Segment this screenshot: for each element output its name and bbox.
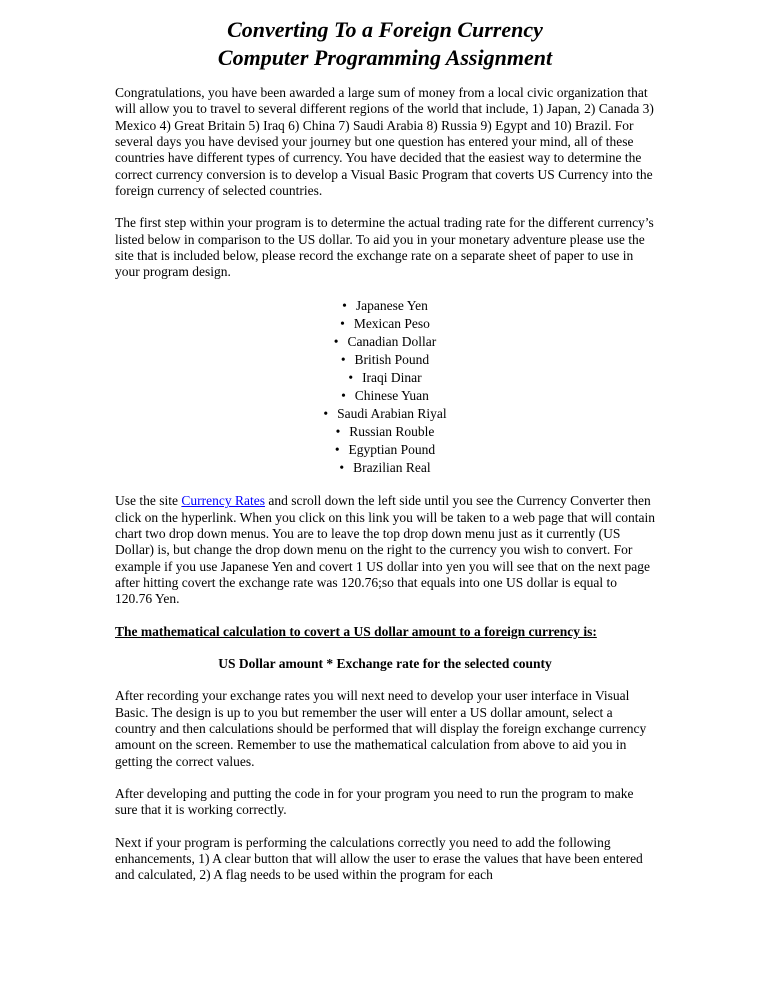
list-item bbox=[115, 387, 655, 405]
list-item bbox=[115, 423, 655, 441]
bullet-icon: • bbox=[339, 460, 345, 476]
bullet-icon: • bbox=[334, 442, 340, 458]
list-item bbox=[115, 333, 655, 351]
bullet-icon: • bbox=[342, 297, 347, 313]
bullet-icon: • bbox=[335, 424, 341, 440]
list-item bbox=[115, 459, 655, 477]
paragraph-interface: After recording your exchange rates you will next need to develop your user interface in Visual Basic. The design is up to you but remember the user will enter a US dollar amount, select a country and then calculations should be performed that will display the foreign exchange currency amount on the screen. Remember to use the mathematical calculation from above to aid you in getting the correct values. bbox=[115, 688, 647, 769]
paragraph-first-step: The first step within your program is to determine the actual trading rate for the different currency’s listed below in comparison to the US dollar. To aid you in your monetary adventure please use the site that is included below, please record the exchange rate on a separate sheet of paper to use in your program design. bbox=[115, 215, 654, 280]
site-text-after: and scroll down the left side until you see the Currency Converter then click on the hyperlink. When you click on this link you will be taken to a web page that will contain chart two drop down menus. You are to leave the top drop down menu just as it currently (US Dollar) is, but change the drop down menu on the right to the currency you wish to convert. For example if you use Japanese Yen and covert 1 US dollar into yen you will see that on the next page after hitting covert the exchange rate was 120.76;so that equals into one US dollar is equal to 120.76 Yen. bbox=[115, 493, 655, 607]
currency-label: Japanese Yen bbox=[355, 297, 428, 313]
document-title bbox=[115, 16, 655, 71]
list-item bbox=[115, 441, 655, 459]
paragraph-enhancements: Next if your program is performing the calculations correctly you need to add the following enhancements, 1) A clear button that will allow the user to erase the values that have been entered and calculated, 2) A flag needs to be used within the program for each bbox=[115, 834, 643, 883]
paragraph-intro: Congratulations, you have been awarded a large sum of money from a local civic organization that will allow you to travel to several different regions of the world that include, 1) Japan, 2) Canada 3) Mexico 4) Great Britain 5) Iraq 6) China 7) Saudi Arabia 8) Russia 9) Egypt and 10) Brazil. For several days you have devised your journey but one question has entered your mind, all of these countries have different types of currency. You have decided that the easiest way to determine the correct currency conversion is to develop a Visual Basic Program that coverts US Currency into the foreign currency of selected countries. bbox=[115, 85, 654, 198]
currency-label: Iraqi Dinar bbox=[362, 369, 422, 385]
list-item bbox=[115, 369, 655, 387]
bullet-icon: • bbox=[323, 406, 329, 422]
site-text-before: Use the site bbox=[115, 493, 182, 509]
currency-label: British Pound bbox=[354, 351, 430, 367]
currency-label: Mexican Peso bbox=[353, 315, 430, 331]
list-item bbox=[115, 297, 655, 315]
list-item bbox=[115, 351, 655, 369]
bullet-icon: • bbox=[348, 369, 354, 385]
bullet-icon: • bbox=[333, 333, 339, 349]
formula-text: US Dollar amount * Exchange rate for the selected county bbox=[218, 656, 552, 672]
document-title-line1: Converting To a Foreign Currency bbox=[227, 17, 543, 42]
currency-label: Brazilian Real bbox=[353, 460, 431, 476]
bullet-icon: • bbox=[340, 315, 345, 331]
currency-label: Saudi Arabian Riyal bbox=[337, 406, 447, 422]
currency-label: Canadian Dollar bbox=[347, 333, 437, 349]
list-item bbox=[115, 405, 655, 423]
currency-bullet-list bbox=[115, 297, 655, 478]
document-title-line2: Computer Programming Assignment bbox=[217, 44, 553, 70]
bullet-icon: • bbox=[341, 388, 346, 403]
currency-label: Egyptian Pound bbox=[348, 442, 436, 458]
currency-label: Chinese Yuan bbox=[354, 388, 429, 403]
paragraph-site-instructions bbox=[115, 493, 655, 607]
calculation-heading: The mathematical calculation to covert a US dollar amount to a foreign currency is: bbox=[115, 623, 597, 639]
currency-label: Russian Rouble bbox=[349, 424, 435, 440]
paragraph-run-program: After developing and putting the code in for your program you need to run the program to make sure that it is working correctly. bbox=[115, 785, 634, 818]
currency-rates-link[interactable]: Currency Rates bbox=[181, 493, 265, 509]
bullet-icon: • bbox=[340, 351, 346, 367]
list-item bbox=[115, 315, 655, 333]
